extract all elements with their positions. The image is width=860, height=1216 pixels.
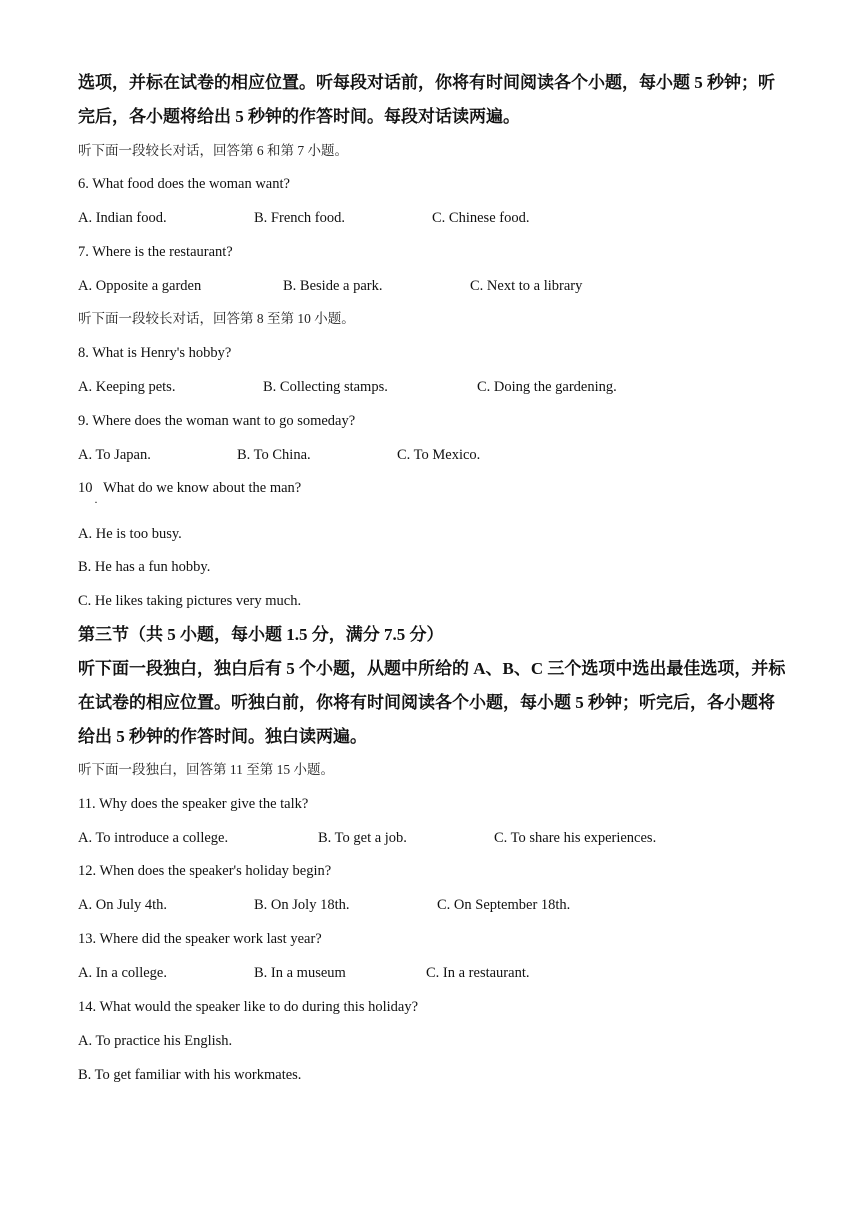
section2-intro-line2: 完后，各小题将给出 5 秒钟的作答时间。每段对话读两遍。: [78, 107, 520, 126]
monologue-note: 听下面一段独白，回答第 11 至第 15 小题。: [78, 762, 334, 777]
question-9: 9. Where does the woman want to go someday?: [78, 413, 356, 429]
question-7: 7. Where is the restaurant?: [78, 244, 233, 260]
q8-option-c: C. Doing the gardening.: [477, 379, 617, 395]
q8-option-a: A. Keeping pets.: [78, 379, 176, 395]
dialogue-b-note: 听下面一段较长对话，回答第 8 至第 10 小题。: [78, 311, 355, 326]
q13-option-a: A. In a college.: [78, 965, 167, 981]
q7-option-a: A. Opposite a garden: [78, 278, 202, 294]
q9-option-b: B. To China.: [237, 447, 311, 463]
q13-option-b: B. In a museum: [254, 965, 346, 981]
question-11: 11. Why does the speaker give the talk?: [78, 796, 309, 812]
q9-option-c: C. To Mexico.: [397, 447, 481, 463]
q6-option-b: B. French food.: [254, 210, 346, 226]
q9-option-a: A. To Japan.: [78, 447, 151, 463]
q14-option-b: B. To get familiar with his workmates.: [78, 1067, 302, 1083]
question-13: 13. Where did the speaker work last year?: [78, 931, 322, 947]
question-6: 6. What food does the woman want?: [78, 176, 290, 192]
q8-option-b: B. Collecting stamps.: [263, 379, 388, 395]
q6-option-c: C. Chinese food.: [432, 210, 530, 226]
q14-option-a: A. To practice his English.: [78, 1033, 233, 1049]
section3-intro-line3: 给出 5 秒钟的作答时间。独白读两遍。: [78, 727, 367, 746]
q12-option-a: A. On July 4th.: [78, 897, 168, 913]
q13-option-c: C. In a restaurant.: [426, 965, 530, 981]
q6-option-a: A. Indian food.: [78, 210, 167, 226]
q10-option-b: B. He has a fun hobby.: [78, 559, 211, 575]
q12-option-c: C. On September 18th.: [437, 897, 571, 913]
q12-option-b: B. On Joly 18th.: [254, 897, 350, 913]
question-10: 10 What do we know about the man?: [78, 480, 302, 496]
dialogue-a-note: 听下面一段较长对话，回答第 6 和第 7 小题。: [78, 143, 348, 158]
stray-dot: ·: [94, 495, 98, 509]
q7-option-c: C. Next to a library: [470, 278, 583, 294]
q10-option-a: A. He is too busy.: [78, 526, 182, 542]
q11-option-b: B. To get a job.: [318, 830, 407, 846]
section3-heading: 第三节（共 5 小题，每小题 1.5 分，满分 7.5 分）: [78, 625, 444, 644]
q7-option-b: B. Beside a park.: [283, 278, 383, 294]
section3-intro-line2: 在试卷的相应位置。听独白前，你将有时间阅读各个小题，每小题 5 秒钟；听完后，各小题将: [78, 693, 775, 712]
section2-intro-line1: 选项，并标在试卷的相应位置。听每段对话前，你将有时间阅读各个小题，每小题 5 秒钟；听: [78, 73, 775, 92]
question-8: 8. What is Henry's hobby?: [78, 345, 232, 361]
q11-option-c: C. To share his experiences.: [494, 830, 657, 846]
q11-option-a: A. To introduce a college.: [78, 830, 229, 846]
q10-option-c: C. He likes taking pictures very much.: [78, 593, 302, 609]
question-12: 12. When does the speaker's holiday begin?: [78, 863, 332, 879]
question-14: 14. What would the speaker like to do during this holiday?: [78, 999, 419, 1015]
section3-intro-line1: 听下面一段独白，独白后有 5 个小题，从题中所给的 A、B、C 三个选项中选出最佳选项，并标: [78, 659, 786, 678]
